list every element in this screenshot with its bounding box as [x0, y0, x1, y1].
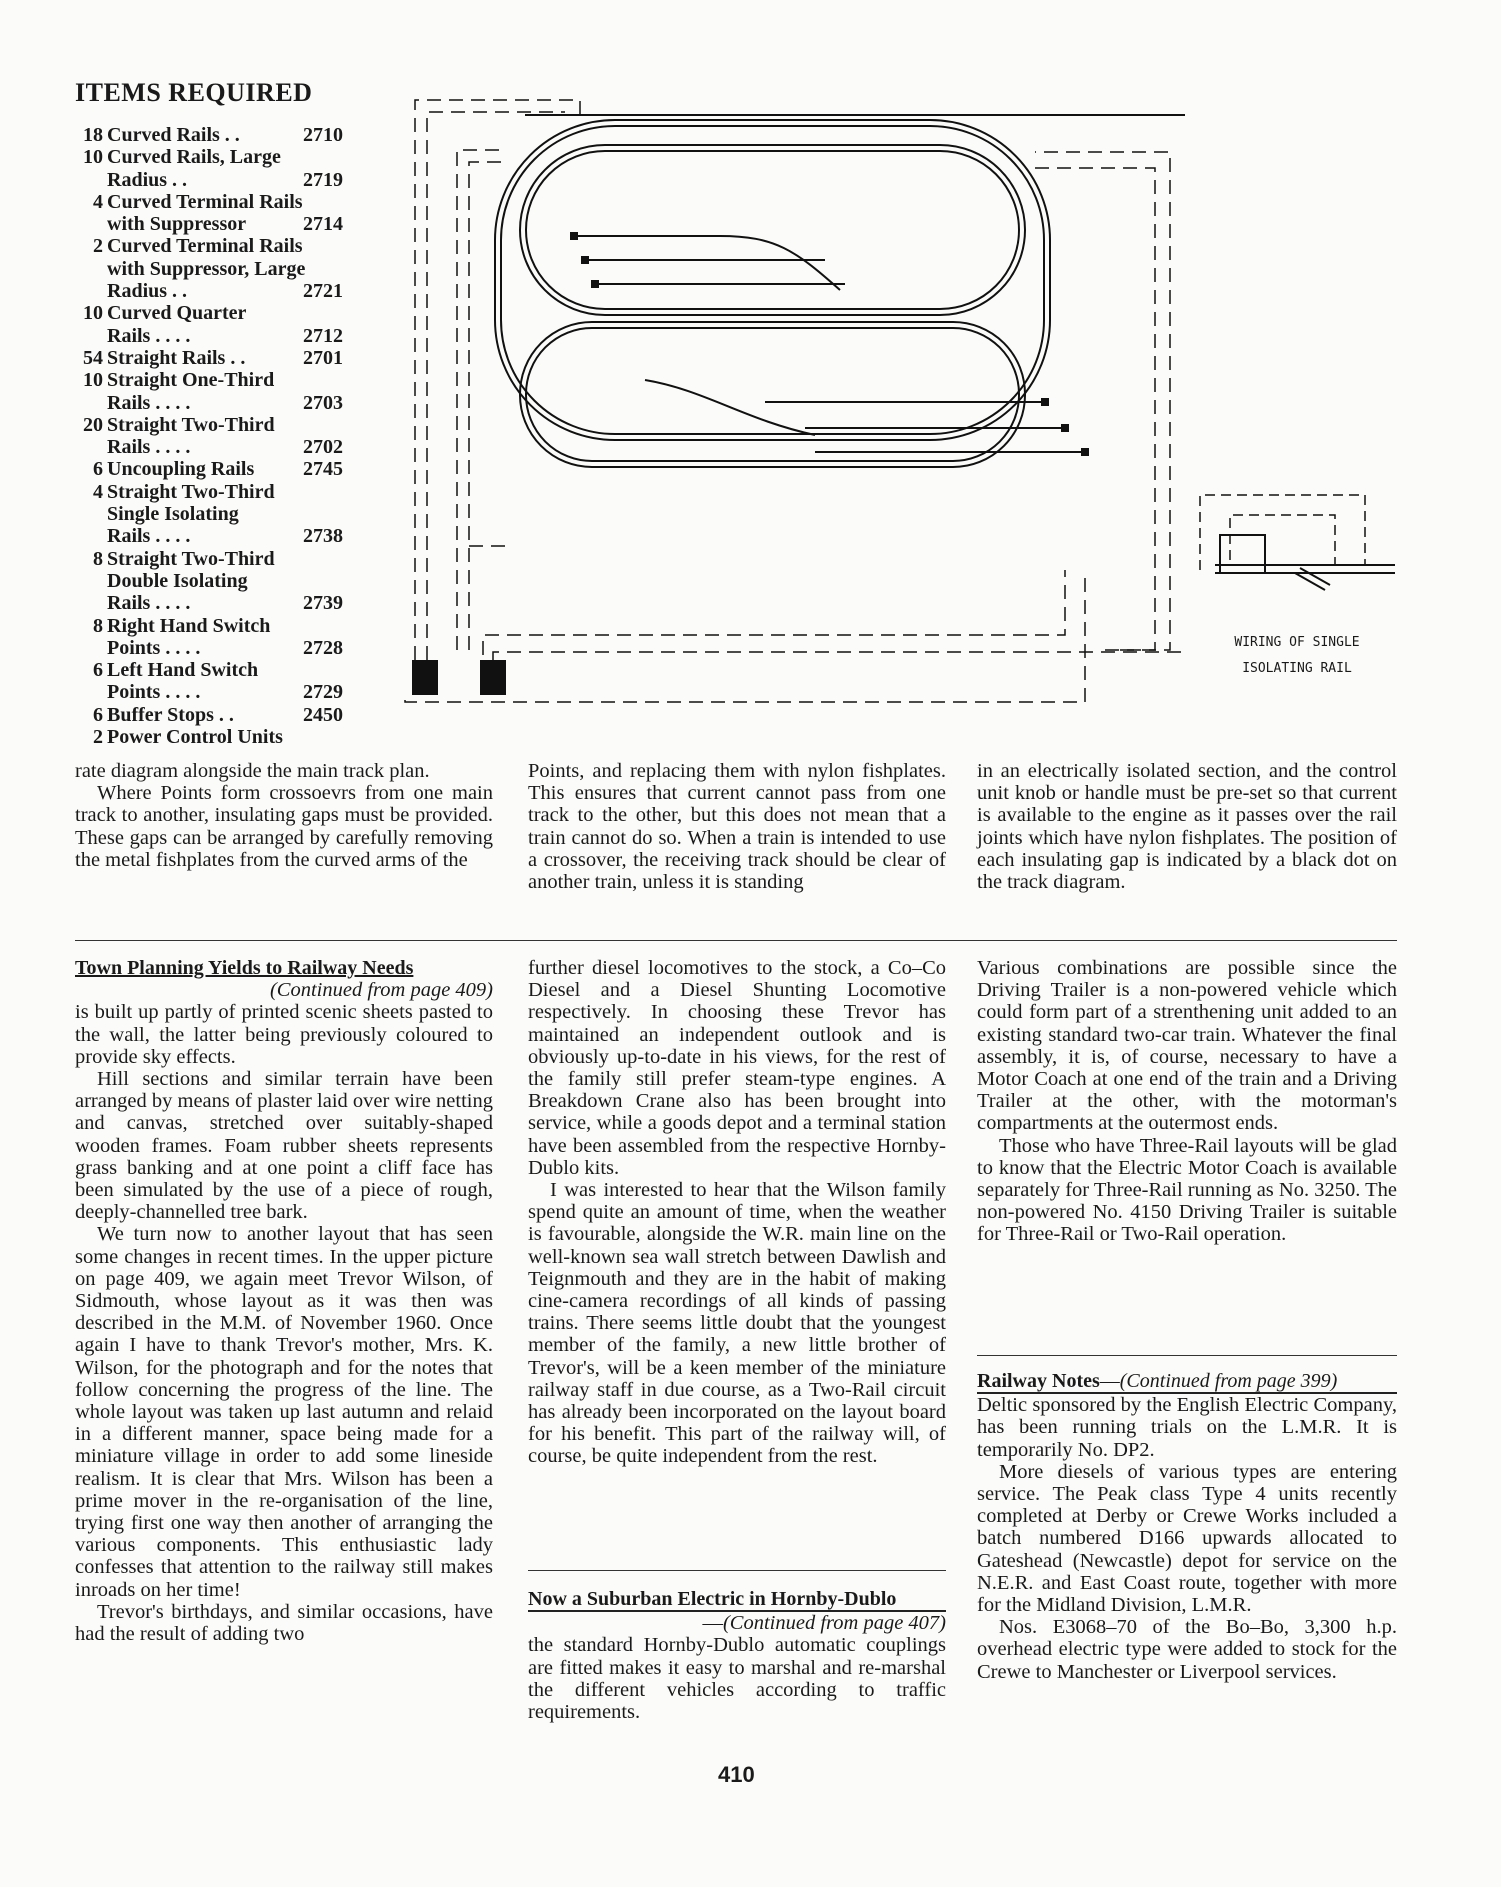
item-required: [75, 347, 343, 369]
column-divider: [977, 1355, 1397, 1356]
inner-track-top: [520, 145, 1025, 315]
single-isolating-rail-wiring-inset: [1195, 490, 1415, 600]
item-quantity: 2: [93, 726, 103, 749]
item-description: Straight Two-Third: [107, 547, 275, 570]
paragraph: is built up partly of printed scenic sheets pasted to the wall, the latter being previously coloured to provide sky effects.: [75, 1001, 493, 1068]
item-description: Left Hand Switch: [107, 659, 259, 682]
paragraph: Points, and replacing them with nylon fishplates. This ensures that current cannot pass from one track to the other, but this does not mean that a train cannot do so. When a train is intended to use a crossover, the receiving track should be clear of another train, unless it is standing: [528, 760, 946, 894]
item-description: Radius . .: [107, 280, 188, 303]
paragraph: Those who have Three-Rail layouts will be glad to know that the Electric Motor Coach is available separately for Three-Rail running as No. 3250. The non-powered No. 4150 Driving Trailer is suitable for Three-Rail or Two-Rail operation.: [977, 1134, 1397, 1246]
wire: [493, 652, 1185, 660]
article-town-planning-col-1: [75, 957, 493, 1645]
item-required: [75, 704, 343, 726]
wire: [1035, 152, 1170, 650]
page-number: 410: [718, 1762, 755, 1787]
item-required: [75, 302, 343, 347]
item-description: Rails . . . .: [107, 436, 191, 459]
item-description: Buffer Stops . .: [107, 703, 234, 726]
section-divider: [75, 940, 1397, 941]
item-description: Straight Two-Third: [107, 413, 275, 436]
wire: [415, 100, 580, 660]
item-description: Curved Terminal Rails: [107, 190, 303, 213]
buffer-stop: [1041, 398, 1049, 406]
paragraph: Nos. E3068–70 of the Bo–Bo, 3,300 h.p. overhead electric type were added to stock for the Crewe to Manchester or Liverpool services.: [977, 1616, 1397, 1683]
item-quantity: 8: [93, 547, 103, 570]
buffer-stop: [1081, 448, 1089, 456]
wire: [457, 150, 507, 650]
caption-line-1: WIRING OF SINGLE: [1234, 635, 1360, 650]
article-town-planning-col-2: [528, 957, 946, 1468]
paragraph: Various combinations are possible since the Driving Trailer is a non-powered vehicle which could form part of a strenthening unit added to an existing standard two-car train. Whatever the final assembly, it is, of course, necessary to have a Motor Coach at one end of the train and a Driving Trailer at the other, with the motorman's compartments at the outermost ends.: [977, 957, 1397, 1135]
item-description: Rails . . . .: [107, 592, 191, 615]
item-description: Straight Rails . .: [107, 346, 246, 369]
item-quantity: 6: [93, 703, 103, 726]
paragraph: further diesel locomotives to the stock, a Co–Co Diesel and a Diesel Shunting Locomotive respectively. In choosing these Trevor has maintained an independent outlook and is obviously up-to-date in his views, for the rest of the family still prefer steam-type engines. A Breakdown Crane also has been brought into service, while a goods depot and a terminal station have been assembled from the respective Hornby-Dublo kits.: [528, 957, 946, 1179]
item-description: Curved Quarter: [107, 302, 247, 325]
top-text-col-3: [977, 760, 1397, 893]
upper-outer-track: [495, 120, 1050, 440]
item-quantity: 10: [83, 369, 103, 392]
item-description: Radius . .: [107, 168, 188, 191]
items-required-list: [75, 124, 343, 748]
item-code: 2728: [303, 636, 343, 659]
item-description: Straight Two-Third: [107, 480, 275, 503]
buffer-stop: [591, 280, 599, 288]
item-description: Curved Terminal Rails: [107, 235, 303, 258]
paragraph: Hill sections and similar terrain have been arranged by means of plaster laid over wire netting and canvas, stretched over suitably-shaped wooden frames. Foam rubber sheets represents grass banking and at one point a cliff face has been simulated by the use of a piece of rough, deeply-channelled tree bark.: [75, 1068, 493, 1224]
item-description: Curved Rails . .: [107, 124, 240, 146]
item-required: [75, 548, 343, 615]
continued-note: (Continued from page 409): [269, 979, 493, 1002]
paragraph: I was interested to hear that the Wilson family spend quite an amount of time, when the weather is favourable, alongside the W.R. main line on the well-known sea wall stretch between Dawlish and Teignmouth and they are in the habit of making cine-camera recordings of all kinds of passing trains. There seems little doubt that the youngest member of the family, a new little brother of Trevor's, will be a keen member of the miniature railway staff in due course, as a Two-Rail circuit has already been incorporated on the layout board for his benefit. This part of the railway will, of course, be quite independent from the rest.: [528, 1179, 946, 1468]
item-required: [75, 146, 343, 191]
item-required: [75, 458, 343, 480]
item-code: 2714: [303, 213, 343, 236]
item-code: 2719: [303, 168, 343, 191]
item-description: Straight One-Third: [107, 369, 275, 392]
siding-lower-curve: [645, 380, 815, 435]
item-code: 2738: [303, 525, 343, 548]
item-description: Points . . . .: [107, 681, 201, 704]
buffer-stop: [570, 232, 578, 240]
item-code: 2710: [303, 124, 343, 146]
item-quantity: 6: [93, 659, 103, 682]
article-suburban-electric-col-3: [977, 957, 1397, 1246]
item-description: Rails . . . .: [107, 324, 191, 347]
item-code: 2712: [303, 324, 343, 347]
item-required: [75, 191, 343, 236]
item-description: Right Hand Switch: [107, 614, 271, 637]
item-quantity: 8: [93, 614, 103, 637]
item-quantity: 6: [93, 458, 103, 481]
item-quantity: 2: [93, 235, 103, 258]
item-required: [75, 481, 343, 548]
item-code: 2721: [303, 280, 343, 303]
paragraph: in an electrically isolated section, and the control unit knob or handle must be pre-set so that current is available to the engine as it passes over the rail joints which have nylon fishplates. The position of each insulating gap is indicated by a black dot on the track diagram.: [977, 760, 1397, 894]
item-required: [75, 659, 343, 704]
wire: [483, 570, 1065, 655]
continued-note: (Continued from page 399): [1119, 1370, 1338, 1392]
item-description: Curved Rails, Large: [107, 146, 281, 169]
article-heading-line: Railway Notes—(Continued from page 399): [977, 1370, 1397, 1394]
item-code: 2701: [303, 346, 343, 369]
item-code: 2739: [303, 592, 343, 615]
item-quantity: 54: [83, 346, 103, 369]
item-description: Power Control Units: [107, 726, 283, 749]
wiring-caption: [1222, 630, 1372, 682]
paragraph: We turn now to another layout that has seen some changes in recent times. In the upper picture on page 409, we again meet Trevor Wilson, of Sidmouth, whose layout as it was then was described in the M.M. of November 1960. Once again I have to thank Trevor's mother, Mrs. K. Wilson, for the photograph and for the notes that follow concerning the progress of the line. The whole layout was taken up last autumn and relaid in a different manner, space being made for a miniature village in order to add some lineside realism. It is clear that Mrs. Wilson has been a prime mover in the re-organisation of the line, trying first one way then another of arranging the various components. This enthusiastic lady confesses that attention to the railway still makes inroads on her time!: [75, 1223, 493, 1601]
paragraph: More diesels of various types are entering service. The Peak class Type 4 units recently completed at Derby or Crewe Works included a batch numbered D166 upwards allocated to Gateshead (Newcastle) depot for service on the N.E.R. and East Coast route, together with more for the Midland Division, L.M.R.: [977, 1460, 1397, 1617]
item-quantity: 4: [93, 190, 103, 213]
item-description: Rails . . . .: [107, 391, 191, 414]
power-control-unit: [412, 660, 438, 695]
wire: [405, 570, 1085, 702]
article-heading: Railway Notes: [977, 1370, 1100, 1392]
item-description: Points . . . .: [107, 636, 201, 659]
item-required: [75, 235, 343, 302]
item-quantity: 20: [83, 413, 103, 436]
buffer-stop: [1061, 424, 1069, 432]
item-required: [75, 124, 343, 146]
siding-1-curve: [720, 236, 840, 290]
article-railway-notes-col-3: [977, 1370, 1397, 1683]
inner-track-bottom: [520, 322, 1025, 467]
inner-track-bottom-rail: [526, 328, 1019, 461]
inner-track-top-rail: [526, 151, 1019, 309]
item-code: 2745: [303, 458, 343, 481]
item-description: with Suppressor, Large: [107, 257, 306, 280]
item-description: Rails . . . .: [107, 525, 191, 548]
item-quantity: 18: [83, 124, 103, 146]
power-control-unit: [480, 660, 506, 695]
top-text-col-2: [528, 760, 946, 893]
wire: [1035, 168, 1155, 650]
items-required-title: ITEMS REQUIRED: [75, 78, 313, 107]
continued-note: —(Continued from page 407): [702, 1612, 946, 1635]
paragraph: Where Points form crossoevrs from one main track to another, insulating gaps must be provided. These gaps can be arranged by carefully removing the metal fishplates from the curved arms of the: [75, 782, 493, 871]
item-code: 2450: [303, 703, 343, 726]
item-code: 2729: [303, 681, 343, 704]
paragraph: Trevor's birthdays, and similar occasions, have had the result of adding two: [75, 1600, 493, 1646]
buffer-stop: [581, 256, 589, 264]
item-code: 2702: [303, 436, 343, 459]
item-quantity: 4: [93, 480, 103, 503]
item-required: [75, 369, 343, 414]
caption-line-2: ISOLATING RAIL: [1242, 661, 1352, 676]
article-suburban-electric-col-2: [528, 1588, 946, 1723]
article-heading: Town Planning Yields to Railway Needs: [75, 957, 414, 979]
wire: [427, 112, 565, 660]
item-quantity: 10: [83, 302, 103, 325]
paragraph: the standard Hornby-Dublo automatic couplings are fitted makes it easy to marshal and re-marshal the different vehicles according to traffic requirements.: [528, 1634, 946, 1724]
item-description: Double Isolating: [107, 569, 248, 592]
article-heading: Now a Suburban Electric in Hornby-Dublo: [528, 1588, 946, 1612]
item-quantity: 10: [83, 146, 103, 169]
item-description: Single Isolating: [107, 503, 239, 526]
item-required: [75, 414, 343, 459]
paragraph: Deltic sponsored by the English Electric Company, has been running trials on the L.M.R. It is temporarily No. DP2.: [977, 1394, 1397, 1461]
track-layout-diagram: [385, 90, 1185, 730]
top-text-col-1: [75, 760, 493, 871]
item-description: with Suppressor: [107, 213, 247, 236]
upper-outer-track-rail: [501, 126, 1044, 434]
column-divider: [528, 1570, 946, 1571]
paragraph: rate diagram alongside the main track plan.: [75, 760, 430, 782]
item-description: Uncoupling Rails: [107, 458, 255, 481]
item-required: [75, 726, 343, 748]
item-required: [75, 615, 343, 660]
item-code: 2703: [303, 391, 343, 414]
